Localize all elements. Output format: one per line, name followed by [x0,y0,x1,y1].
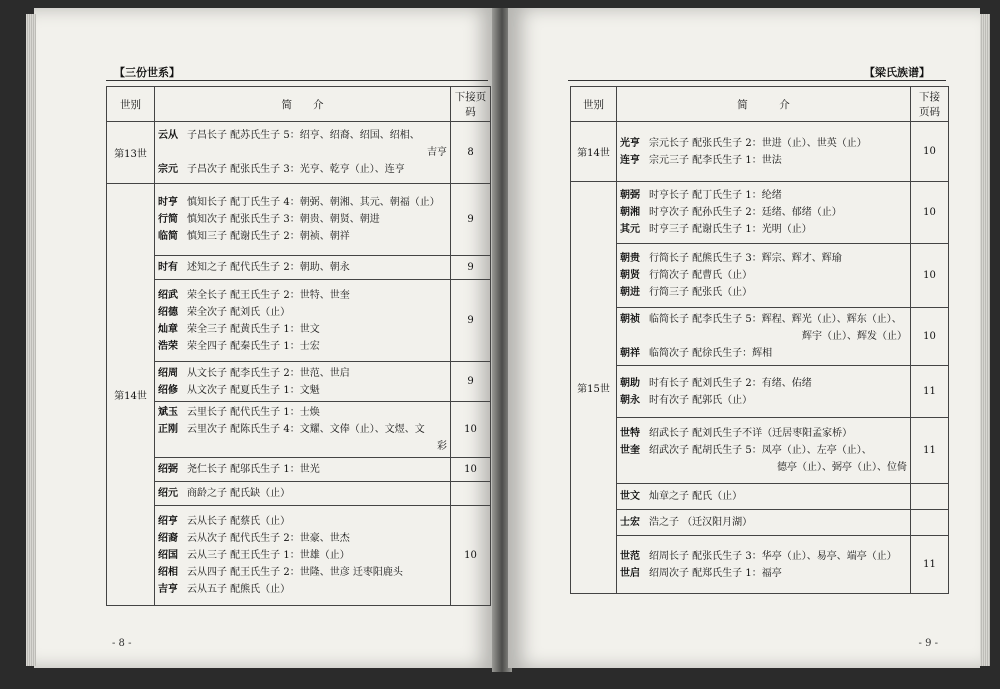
column-header: 世别 [571,87,617,122]
entry-cell [617,536,911,594]
entry-line [620,514,907,531]
person-description: 商龄之子 配氏缺（止） [187,488,291,499]
person-name: 朝湘 [620,207,640,218]
person-name: 朝祯 [620,314,640,325]
entry-line [158,581,447,598]
next-page-cell: 10 [451,402,491,458]
entry-line [620,135,907,152]
person-description: 云从长子 配蔡氏（止） [187,516,291,527]
left-page [34,8,496,668]
person-description: 浩之子 （迁汉阳月湖） [649,517,753,528]
person-name: 连亨 [620,154,640,166]
table-row [571,366,949,418]
open-book [34,8,980,678]
entry-line [620,311,907,328]
entry-line [620,392,907,409]
entry-cell [155,122,451,184]
right-page [508,8,980,668]
person-description: 云从四子 配王氏生子 2：世隆、世彦 迁枣阳鹿头 [187,567,403,578]
entry-line [158,461,447,478]
table-row [571,122,949,182]
entry-line [158,382,447,399]
table-row [107,458,491,482]
person-description: 行简长子 配熊氏生子 3：辉宗、辉才、辉瑜 [649,253,842,264]
right-genealogy-table [570,86,949,594]
entry-line [158,194,447,211]
entry-line [620,442,907,459]
next-page-cell: 9 [451,280,491,362]
person-name: 世特 [620,428,640,439]
person-description: 宗元三子 配李氏生子 1：世法 [649,154,782,166]
person-name: 士宏 [620,517,640,528]
person-name: 时有 [158,262,178,273]
person-description: 灿章之子 配氏（止） [649,491,743,502]
entry-line [620,250,907,267]
column-header: 世别 [107,87,155,122]
next-page-cell: 10 [911,182,949,244]
person-description: 云从次子 配代氏生子 2：世豪、世杰 [187,533,350,544]
entry-line [158,321,447,338]
person-description: 荣全次子 配刘氏（止） [187,306,291,318]
person-description: 德亭（止）、弼亭（止）、位倚 [777,462,907,473]
entry-cell [155,256,451,280]
person-name: 绍德 [158,306,178,318]
generation-cell: 第15世 [571,182,617,594]
entry-line [158,259,447,276]
person-name: 斌玉 [158,407,178,418]
right-header-rule [568,80,946,81]
entry-cell [155,458,451,482]
person-name: 朝贤 [620,270,640,281]
person-description: 荣全长子 配王氏生子 2：世特、世奎 [187,289,350,301]
table-row [107,362,491,402]
person-description: 行简三子 配张氏（止） [649,287,753,298]
person-name: 世范 [620,550,640,562]
person-name: 世启 [620,567,640,579]
entry-cell [617,418,911,484]
person-description: 云从五子 配熊氏（止） [187,584,291,595]
person-description: 慎知三子 配谢氏生子 2：朝祯、朝祥 [187,231,350,242]
entry-line [620,267,907,284]
next-page-cell: 10 [911,122,949,182]
entry-cell [617,510,911,536]
person-name: 时亨 [158,197,178,208]
entry-line [158,144,447,161]
entry-line [620,548,907,565]
entry-cell [617,484,911,510]
person-name: 临简 [158,231,178,242]
person-description: 从文次子 配夏氏生子 1：文魁 [187,384,320,396]
person-name: 绍亨 [158,516,178,527]
person-description: 述知之子 配代氏生子 2：朝助、朝永 [187,262,350,273]
entry-line [620,284,907,301]
entry-line [620,221,907,238]
next-page-cell: 10 [451,458,491,482]
person-name: 绍弼 [158,464,178,475]
entry-line [620,425,907,442]
generation-cell: 第13世 [107,122,155,184]
entry-line [158,287,447,304]
person-name: 云从 [158,130,178,141]
person-description: 荣全三子 配黄氏生子 1：世文 [187,323,320,335]
person-name: 其元 [620,224,640,235]
entry-line [158,564,447,581]
table-row [571,418,949,484]
entry-cell [155,482,451,506]
person-name: 光亨 [620,137,640,149]
entry-line [620,187,907,204]
person-description: 云里长子 配代氏生子 1：士焕 [187,407,320,418]
person-name: 朝祥 [620,348,640,359]
person-description: 荣全四子 配秦氏生子 1：士宏 [187,340,320,352]
left-header-rule [106,80,488,81]
table-header-row [571,87,949,122]
table-row [571,484,949,510]
table-row [107,482,491,506]
next-page-cell: 11 [911,366,949,418]
person-description: 时有次子 配郭氏（止） [649,394,753,406]
person-description: 临简长子 配李氏生子 5：辉程、辉光（止）、辉东（止）、 [649,314,902,325]
person-description: 慎知次子 配张氏生子 3：朝贵、朝贤、朝进 [187,214,380,225]
table-row [571,510,949,536]
entry-line [620,488,907,505]
entry-line [158,530,447,547]
next-page-cell: 11 [911,536,949,594]
table-row [107,402,491,458]
table-row [107,506,491,606]
person-name: 正刚 [158,424,178,435]
left-page-number: - 8 - [112,638,132,649]
entry-cell [155,506,451,606]
person-description: 绍周长子 配张氏生子 3：华亭（止）、易亭、端亭（止） [649,550,897,562]
entry-line [620,345,907,362]
person-name: 朝进 [620,287,640,298]
person-description: 临简次子 配徐氏生子：辉相 [649,348,773,359]
person-name: 绍修 [158,384,178,396]
person-description: 宗元长子 配张氏生子 2：世进（止）、世英（止） [649,137,867,149]
person-name: 绍周 [158,367,178,379]
next-page-cell [451,482,491,506]
person-name: 绍裔 [158,533,178,544]
person-name: 朝永 [620,394,640,406]
column-header: 下接页码 [911,87,949,122]
next-page-cell: 11 [911,418,949,484]
table-row [107,256,491,280]
person-description: 慎知长子 配丁氏生子 4：朝弼、朝湘、其元、朝福（止） [187,197,440,208]
entry-line [620,459,907,476]
person-description: 彩 [437,441,447,452]
person-name: 行简 [158,214,178,225]
entry-line [158,547,447,564]
table-row [571,244,949,308]
person-name: 宗元 [158,164,178,175]
right-page-number: - 9 - [918,638,938,649]
person-name: 绍相 [158,567,178,578]
entry-cell [617,244,911,308]
table-row [571,536,949,594]
person-description: 时亨三子 配谢氏生子 1：光明（止） [649,224,812,235]
person-name: 吉亨 [158,584,178,595]
entry-line [158,304,447,321]
entry-cell [155,184,451,256]
table-row [571,182,949,244]
entry-line [158,485,447,502]
person-description: 云里次子 配陈氏生子 4：文耀、文俸（止）、文煜、文 [187,424,425,435]
generation-cell: 第14世 [571,122,617,182]
entry-cell [617,182,911,244]
entry-line [158,513,447,530]
person-name: 绍国 [158,550,178,561]
entry-line [620,565,907,582]
entry-cell [617,122,911,182]
person-description: 从文长子 配李氏生子 2：世范、世启 [187,367,350,379]
person-description: 时亨长子 配丁氏生子 1：纶绪 [649,190,782,201]
person-description: 子昌长子 配苏氏生子 5：绍亨、绍裔、绍国、绍相、 [187,130,420,141]
person-description: 辉宇（止）、辉发（止） [802,331,907,342]
table-row [107,184,491,256]
person-description: 子昌次子 配张氏生子 3：光亨、乾亨（止）、连亨 [187,164,405,175]
person-name: 世奎 [620,445,640,456]
person-name: 世文 [620,491,640,502]
next-page-cell: 10 [911,244,949,308]
table-row [107,280,491,362]
entry-line [158,365,447,382]
entry-line [158,228,447,245]
person-description: 行简次子 配曹氏（止） [649,270,753,281]
person-description: 尧仁长子 配邬氏生子 1：世光 [187,464,320,475]
entry-cell [155,362,451,402]
entry-line [158,127,447,144]
next-page-cell: 9 [451,184,491,256]
person-description: 绍武次子 配胡氏生子 5：凤亭（止）、左亭（止）、 [649,445,872,456]
entry-line [620,328,907,345]
table-row [571,308,949,366]
person-name: 绍武 [158,289,178,301]
person-name: 灿章 [158,323,178,335]
entry-line [158,338,447,355]
person-name: 绍元 [158,488,178,499]
person-description: 吉亨 [427,147,447,158]
entry-cell [155,280,451,362]
entry-line [620,152,907,169]
column-header: 下接页码 [451,87,491,122]
right-page-header: 【梁氏族谱】 [864,66,930,79]
person-description: 绍武长子 配刘氏生子不详（迁居枣阳孟家桥） [649,428,853,439]
entry-line [158,421,447,438]
next-page-cell [911,484,949,510]
person-description: 云从三子 配王氏生子 1：世雄（止） [187,550,350,561]
next-page-cell: 8 [451,122,491,184]
column-header: 简 介 [155,87,451,122]
entry-line [620,375,907,392]
person-name: 朝贵 [620,253,640,264]
entry-cell [155,402,451,458]
person-description: 时亨次子 配孙氏生子 2：廷绪、郁绪（止） [649,207,842,218]
person-name: 朝助 [620,377,640,389]
generation-cell: 第14世 [107,184,155,606]
entry-line [158,404,447,421]
next-page-cell: 10 [451,506,491,606]
entry-line [158,438,447,455]
person-name: 朝弼 [620,190,640,201]
entry-line [158,211,447,228]
column-header: 简 介 [617,87,911,122]
entry-cell [617,308,911,366]
person-description: 绍周次子 配郑氏生子 1：福亭 [649,567,782,579]
entry-line [620,204,907,221]
person-description: 时有长子 配刘氏生子 2：有绪、佑绪 [649,377,812,389]
next-page-cell [911,510,949,536]
entry-cell [617,366,911,418]
table-header-row [107,87,491,122]
left-page-header: 【三份世系】 [114,66,180,79]
entry-line [158,161,447,178]
next-page-cell: 9 [451,256,491,280]
next-page-cell: 10 [911,308,949,366]
left-genealogy-table [106,86,491,606]
table-row [107,122,491,184]
person-name: 浩荣 [158,340,178,352]
right-page-edge [980,14,990,666]
next-page-cell: 9 [451,362,491,402]
left-page-edge [26,14,36,666]
